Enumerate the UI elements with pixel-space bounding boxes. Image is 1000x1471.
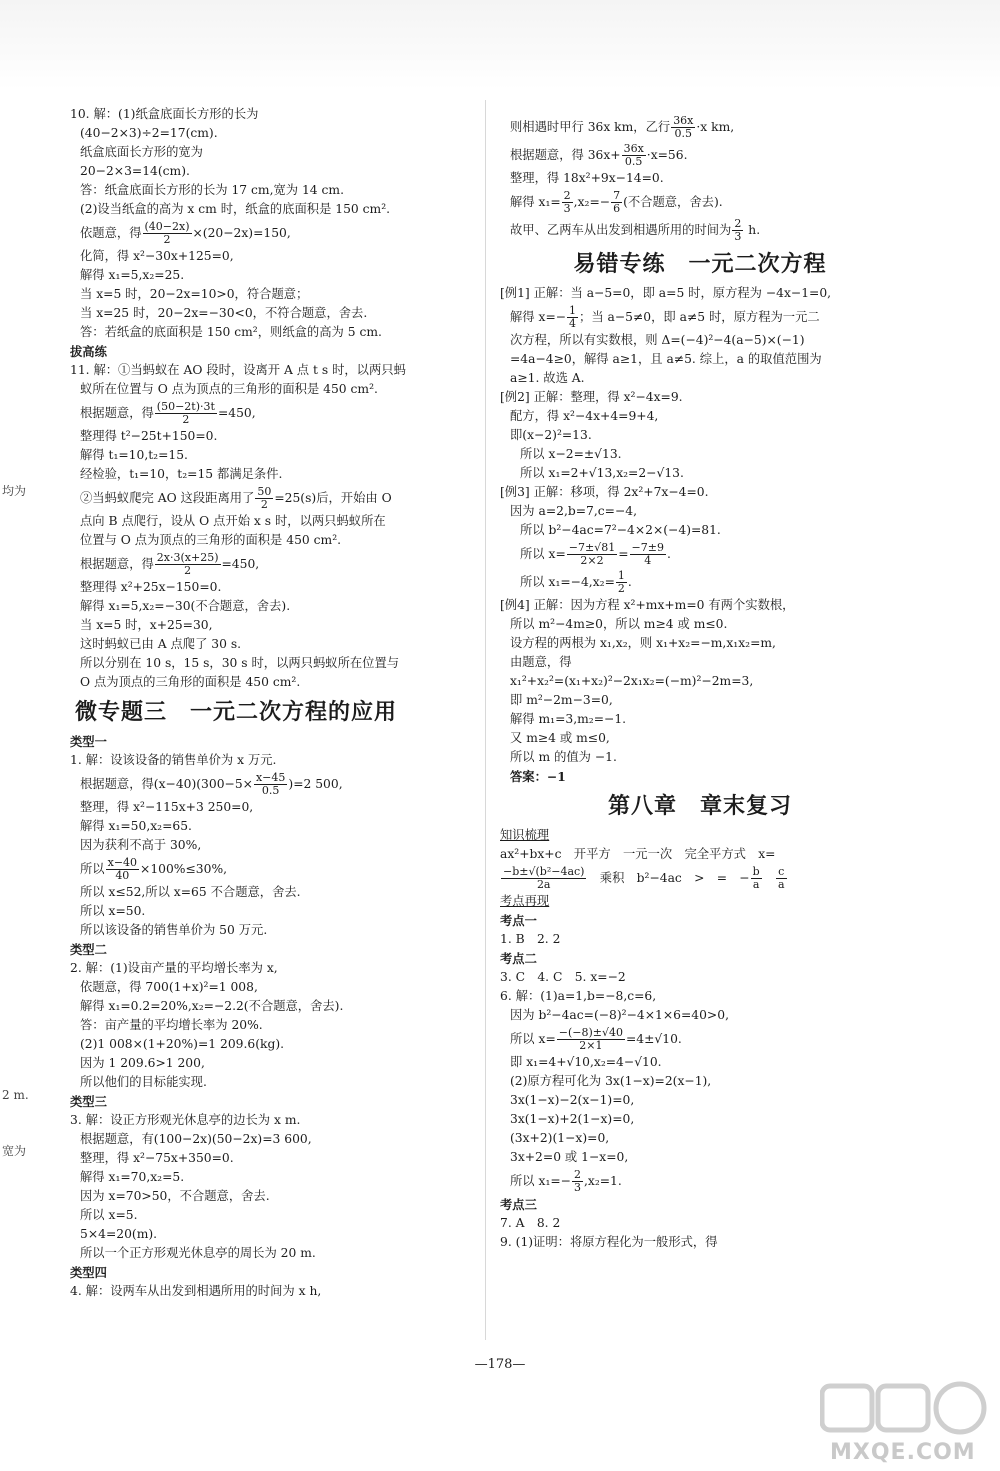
text-line: 因为 x=70>50，不合题意，舍去. bbox=[80, 1189, 270, 1203]
answer-line: 答案：−1 bbox=[510, 769, 566, 784]
text-line: 3x(1−x)−2(x−1)=0, bbox=[510, 1093, 635, 1107]
text-line: 3. 解：设正方形观光休息亭的边长为 x m. bbox=[70, 1113, 301, 1127]
text-line: 依题意，得 700(1+x)²=1 008, bbox=[80, 980, 258, 994]
text-line: 当 x=5 时，x+25=30, bbox=[80, 618, 213, 632]
text-line: 所以 b²−4ac=7²−4×2×(−4)=81. bbox=[520, 523, 721, 537]
text-line: 所以 m 的值为 −1. bbox=[510, 750, 617, 764]
text-line: 根据题意，有(100−2x)(50−2x)=3 600, bbox=[80, 1132, 312, 1146]
text-line: 整理得 x²+25x−150=0. bbox=[80, 580, 222, 594]
text-line: 当 x=5 时，20−2x=10>0，符合题意； bbox=[80, 287, 309, 301]
text: )=2 500, bbox=[288, 777, 343, 791]
text-line: 所以 x−2=±√13. bbox=[520, 447, 622, 461]
equation-line bbox=[70, 399, 465, 427]
text-line: 所以 x≤52,所以 x=65 不合题意，舍去. bbox=[80, 885, 301, 899]
fraction bbox=[751, 866, 762, 891]
equation-line bbox=[500, 540, 900, 568]
equation-line bbox=[70, 219, 465, 247]
numerator: 2 bbox=[573, 1168, 581, 1181]
text-line: 因为 b²−4ac=(−8)²−4×1×6=40>0, bbox=[510, 1008, 729, 1022]
text-line: (40−2×3)÷2=17(cm). bbox=[80, 126, 218, 140]
text: . bbox=[666, 547, 671, 561]
text-line: 20−2×3=14(cm). bbox=[80, 164, 190, 178]
topic-label: 考点一 bbox=[500, 913, 537, 928]
text: = bbox=[618, 547, 629, 561]
text-line: 蚁所在位置与 O 点为顶点的三角形的面积是 450 cm². bbox=[80, 382, 378, 396]
right-column bbox=[500, 113, 900, 1252]
text: 依题意，得 bbox=[80, 226, 142, 240]
text-line: 这时蚂蚁已由 A 点爬了 30 s. bbox=[80, 637, 242, 651]
numerator: (40−2x) bbox=[144, 220, 190, 233]
text-line: 整理，得 x²−115x+3 250=0, bbox=[80, 800, 254, 814]
text-line: 1. 解：设该设备的销售单价为 x 万元. bbox=[70, 753, 277, 767]
text-line: 整理，得 18x²+9x−14=0. bbox=[510, 171, 664, 185]
fraction bbox=[732, 218, 743, 243]
equation-line bbox=[500, 568, 900, 596]
denominator: 2×1 bbox=[579, 1039, 603, 1052]
equation-line bbox=[70, 550, 465, 578]
fraction bbox=[155, 401, 217, 426]
numerator: b bbox=[752, 865, 760, 878]
fraction bbox=[562, 190, 573, 215]
fraction bbox=[616, 570, 627, 595]
fraction bbox=[567, 305, 578, 330]
text: 解得 x=− bbox=[510, 310, 567, 324]
denominator: 2×2 bbox=[580, 554, 604, 567]
text-line: 当 x=25 时，20−2x=−30<0，不符合题意，舍去. bbox=[80, 306, 368, 320]
text-line: 化简，得 x²−30x+125=0, bbox=[80, 249, 234, 263]
text-line: 即 m²−2m−3=0, bbox=[510, 693, 613, 707]
fraction bbox=[501, 866, 586, 891]
equation-line bbox=[500, 188, 900, 216]
denominator: 2 bbox=[184, 564, 192, 577]
text: ,x₂=− bbox=[573, 195, 611, 209]
page-number: —178— bbox=[474, 1357, 526, 1372]
type-label: 类型一 bbox=[70, 734, 107, 749]
text-line: 又 m≥4 或 m≤0, bbox=[510, 731, 610, 745]
fraction bbox=[155, 552, 221, 577]
text-line: 2. 解：(1)设亩产量的平均增长率为 x, bbox=[70, 961, 278, 975]
text-line: 答：若纸盒的底面积是 150 cm²，则纸盒的高为 5 cm. bbox=[80, 325, 382, 339]
text: ,x₂=1. bbox=[583, 1174, 622, 1188]
text-line: 所以他们的目标能实现. bbox=[80, 1075, 207, 1089]
denominator: 2 bbox=[617, 582, 625, 595]
text: 所以 x= bbox=[510, 1032, 556, 1046]
numerator: 1 bbox=[569, 304, 577, 317]
denominator: 3 bbox=[734, 230, 742, 243]
topic-label: 考点三 bbox=[500, 1197, 537, 1212]
type-label: 类型三 bbox=[70, 1094, 107, 1109]
text-line: (2)设当纸盒的高为 x cm 时，纸盒的底面积是 150 cm². bbox=[80, 202, 391, 216]
equation-line bbox=[500, 113, 900, 141]
text: (不合题意，舍去). bbox=[623, 195, 723, 209]
denominator: 2 bbox=[260, 498, 268, 511]
text-line: O 点为顶点的三角形的面积是 450 cm². bbox=[80, 675, 301, 689]
text-line: 6. 解：(1)a=1,b=−8,c=6, bbox=[500, 989, 657, 1003]
fraction bbox=[622, 143, 646, 168]
text-line: (3x+2)(1−x)=0, bbox=[510, 1131, 610, 1145]
text-line: 解得 x₁=70,x₂=5. bbox=[80, 1170, 185, 1184]
text-line: 纸盒底面长方形的宽为 bbox=[80, 145, 203, 159]
text-line: 因为获利不高于 30%, bbox=[80, 838, 202, 852]
text: ×(20−2x)=150, bbox=[192, 226, 291, 240]
text: =450, bbox=[217, 406, 256, 420]
column-divider bbox=[485, 100, 486, 1340]
margin-fragment: 2 m. bbox=[2, 1088, 29, 1102]
denominator: a bbox=[752, 878, 760, 891]
text: =25(s)后，开始由 O bbox=[274, 491, 392, 505]
text-line: (2)1 008×(1+20%)=1 209.6(kg). bbox=[80, 1037, 285, 1051]
text: =450, bbox=[221, 557, 260, 571]
text-line: 即 x₁=4+√10,x₂=4−√10. bbox=[510, 1055, 662, 1069]
text-line: 因为 1 209.6>1 200, bbox=[80, 1056, 205, 1070]
text-line: ax²+bx+c 开平方 一元一次 完全平方式 x= bbox=[500, 847, 776, 861]
denominator: 3 bbox=[563, 202, 571, 215]
text-line: 即(x−2)²=13. bbox=[510, 428, 592, 442]
denominator: 0.5 bbox=[674, 127, 693, 140]
text: . bbox=[627, 575, 632, 589]
fraction bbox=[254, 772, 287, 797]
numerator: −7±9 bbox=[631, 541, 664, 554]
numerator: 2 bbox=[734, 217, 742, 230]
text: 则相遇时甲行 36x km，乙行 bbox=[510, 120, 671, 134]
section-heading: 微专题三 一元二次方程的应用 bbox=[75, 699, 398, 725]
text-line: 解得 m₁=3,m₂=−1. bbox=[510, 712, 627, 726]
text-line: 1. B 2. 2 bbox=[500, 932, 561, 946]
numerator: 2x·3(x+25) bbox=[156, 551, 219, 564]
denominator: 2a bbox=[536, 878, 551, 891]
equation-line bbox=[70, 855, 465, 883]
denominator: 6 bbox=[613, 202, 621, 215]
text-line: 答：纸盒底面长方形的长为 17 cm,宽为 14 cm. bbox=[80, 183, 344, 197]
text-line: 经检验，t₁=10，t₂=15 都满足条件. bbox=[80, 467, 283, 481]
text: h. bbox=[744, 223, 761, 237]
text-line: 答：亩产量的平均增长率为 20%. bbox=[80, 1018, 263, 1032]
equation-line bbox=[500, 216, 900, 244]
fraction bbox=[572, 1169, 583, 1194]
text-line: 9. (1)证明：将原方程化为一般形式，得 bbox=[500, 1235, 718, 1249]
fraction bbox=[776, 866, 787, 891]
equation-line bbox=[500, 1025, 900, 1053]
text-line: a≥1. 故选 A. bbox=[510, 371, 585, 385]
numerator: x−45 bbox=[255, 771, 286, 784]
text: 所以 bbox=[80, 862, 105, 876]
text: 所以 x= bbox=[520, 547, 566, 561]
section-label: 拔高练 bbox=[70, 344, 107, 359]
numerator: −(−8)±√40 bbox=[558, 1026, 623, 1039]
denominator: 2 bbox=[182, 413, 190, 426]
section-heading: 易错专练 一元二次方程 bbox=[573, 251, 827, 277]
text: 根据题意，得 bbox=[80, 406, 154, 420]
fraction bbox=[567, 542, 617, 567]
fraction bbox=[630, 542, 666, 567]
fraction bbox=[255, 486, 273, 511]
text-line: 10. 解：(1)纸盒底面长方形的长为 bbox=[70, 107, 259, 121]
text-line: 5×4=20(m). bbox=[80, 1227, 158, 1241]
text-line: 11. 解：①当蚂蚁在 AO 段时，设离开 A 点 t s 时，以两只蚂 bbox=[70, 363, 406, 377]
numerator: c bbox=[776, 866, 787, 879]
numerator: x−40 bbox=[107, 856, 138, 869]
text-line: 配方，得 x²−4x+4=9+4, bbox=[510, 409, 659, 423]
text: ②当蚂蚁爬完 AO 这段距离用了 bbox=[80, 491, 255, 505]
section-heading: 第八章 章末复习 bbox=[607, 793, 792, 819]
text-line: [例4] 正解：因为方程 x²+mx+m=0 有两个实数根， bbox=[500, 598, 795, 612]
topic-label: 考点二 bbox=[500, 951, 537, 966]
text: ·x km, bbox=[696, 120, 735, 134]
text-line: 解得 x₁=5,x₂=25. bbox=[80, 268, 185, 282]
text-line: 次方程，所以有实数根，则 Δ=(−4)²−4(a−5)×(−1) bbox=[510, 333, 805, 347]
type-label: 类型二 bbox=[70, 942, 107, 957]
text-line: 7. A 8. 2 bbox=[500, 1216, 561, 1230]
equation-line bbox=[500, 141, 900, 169]
text-line: 3x(1−x)+2(1−x)=0, bbox=[510, 1112, 635, 1126]
margin-fragment: 宽为 bbox=[2, 1144, 27, 1158]
text-line: 解得 x₁=5,x₂=−30(不合题意，舍去). bbox=[80, 599, 291, 613]
text-line: 解得 x₁=50,x₂=65. bbox=[80, 819, 192, 833]
denominator: 3 bbox=[573, 1181, 581, 1194]
text-line: 设方程的两根为 x₁,x₂，则 x₁+x₂=−m,x₁x₂=m, bbox=[510, 636, 776, 650]
text: 解得 x₁= bbox=[510, 195, 561, 209]
fraction bbox=[143, 221, 192, 246]
numerator: 50 bbox=[257, 485, 272, 498]
text-line: [例2] 正解：整理，得 x²−4x=9. bbox=[500, 390, 683, 404]
equation-line bbox=[500, 864, 900, 892]
text: 故甲、乙两车从出发到相遇所用的时间为 bbox=[510, 223, 732, 237]
text: 乘积 b²−4ac > = − bbox=[599, 871, 750, 885]
fraction bbox=[106, 857, 139, 882]
denominator: 0.5 bbox=[261, 784, 280, 797]
text: =4±√10. bbox=[626, 1032, 682, 1046]
text: 所以 x₁=− bbox=[510, 1174, 571, 1188]
equation-line bbox=[70, 770, 465, 798]
text: ；当 a−5≠0，即 a≠5 时，原方程为一元二 bbox=[579, 310, 820, 324]
denominator: a bbox=[777, 878, 785, 891]
watermark-text: MXQE.COM bbox=[830, 1440, 976, 1465]
text-line: 所以 x=5. bbox=[80, 1208, 138, 1222]
text-line: x₁²+x₂²=(x₁+x₂)²−2x₁x₂=(−m)²−2m=3, bbox=[510, 674, 754, 688]
text-line: 解得 x₁=0.2=20%,x₂=−2.2(不合题意，舍去). bbox=[80, 999, 344, 1013]
text: 根据题意，得 bbox=[80, 557, 154, 571]
section-label: 考点再现 bbox=[500, 894, 550, 908]
text-line: =4a−4≥0，解得 a≥1，且 a≠5. 综上，a 的取值范围为 bbox=[510, 352, 822, 366]
text-line: 位置与 O 点为顶点的三角形的面积是 450 cm². bbox=[80, 533, 342, 547]
type-label: 类型四 bbox=[70, 1265, 107, 1280]
denominator: 0.5 bbox=[624, 155, 643, 168]
text: ×100%≤30%, bbox=[140, 862, 228, 876]
margin-fragment: 均为 bbox=[2, 484, 27, 498]
numerator: 7 bbox=[613, 189, 621, 202]
left-column bbox=[70, 105, 465, 1301]
equation-line bbox=[70, 484, 465, 512]
text-line: 整理得 t²−25t+150=0. bbox=[80, 429, 218, 443]
fraction bbox=[671, 115, 695, 140]
numerator: −7±√81 bbox=[568, 541, 616, 554]
numerator: 2 bbox=[563, 189, 571, 202]
text-line: 所以 x=50. bbox=[80, 904, 146, 918]
denominator: 4 bbox=[644, 554, 652, 567]
text-line: 解得 t₁=10,t₂=15. bbox=[80, 448, 188, 462]
numerator: −b±√(b²−4ac) bbox=[503, 865, 585, 878]
numerator: (50−2t)·3t bbox=[156, 400, 215, 413]
text: 所以 x₁=−4,x₂= bbox=[520, 575, 615, 589]
text-line: 整理，得 x²−75x+350=0. bbox=[80, 1151, 234, 1165]
fraction bbox=[557, 1027, 625, 1052]
text-line: 因为 a=2,b=7,c=−4, bbox=[510, 504, 638, 518]
text-line: 所以 x₁=2+√13,x₂=2−√13. bbox=[520, 466, 684, 480]
text-line: 所以分别在 10 s，15 s，30 s 时，以两只蚂蚁所在位置与 bbox=[80, 656, 400, 670]
text-line: 点向 B 点爬行，设从 O 点开始 x s 时，以两只蚂蚁所在 bbox=[80, 514, 386, 528]
numerator: 36x bbox=[673, 114, 694, 127]
text-line: 3. C 4. C 5. x=−2 bbox=[500, 970, 626, 984]
text-line: (2)原方程可化为 3x(1−x)=2(x−1), bbox=[510, 1074, 712, 1088]
denominator: 40 bbox=[115, 869, 130, 882]
numerator: 1 bbox=[617, 569, 625, 582]
text-line: 所以一个正方形观光休息亭的周长为 20 m. bbox=[80, 1246, 316, 1260]
text: 根据题意，得(x−40)(300−5× bbox=[80, 777, 253, 791]
text-line: [例3] 正解：移项，得 2x²+7x−4=0. bbox=[500, 485, 709, 499]
denominator: 2 bbox=[163, 233, 171, 246]
text-line: [例1] 正解：当 a−5=0，即 a=5 时，原方程为 −4x−1=0, bbox=[500, 286, 832, 300]
denominator: 4 bbox=[569, 317, 577, 330]
section-label: 知识梳理 bbox=[500, 828, 550, 842]
equation-line bbox=[500, 303, 900, 331]
text: ·x=56. bbox=[646, 148, 688, 162]
equation-line bbox=[500, 1167, 900, 1195]
text-line: 3x+2=0 或 1−x=0, bbox=[510, 1150, 629, 1164]
text-line: 所以该设备的销售单价为 50 万元. bbox=[80, 923, 268, 937]
text-line: 由题意，得 bbox=[510, 655, 572, 669]
fraction bbox=[611, 190, 622, 215]
text-line: 4. 解：设两车从出发到相遇所用的时间为 x h, bbox=[70, 1284, 322, 1298]
text-line: 所以 m²−4m≥0，所以 m≥4 或 m≤0. bbox=[510, 617, 728, 631]
numerator: 36x bbox=[623, 142, 644, 155]
text: 根据题意，得 36x+ bbox=[510, 148, 621, 162]
